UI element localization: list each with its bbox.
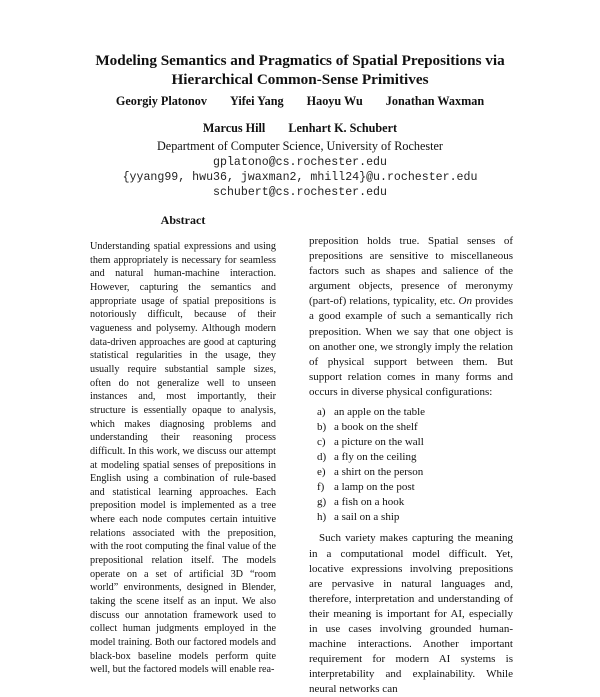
author-name: Georgiy Platonov [115, 94, 207, 108]
list-item [317, 480, 513, 495]
list-marker: f) [317, 481, 325, 494]
author-email: gplatono@cs.rochester.edu [213, 156, 387, 169]
list-marker: h) [317, 511, 327, 524]
list-marker: g) [317, 496, 327, 509]
author-name: Lenhart K. Schubert [288, 121, 398, 135]
list-item [317, 465, 513, 480]
abstract-text: Understanding spatial expressions and using them appropriately is necessary for seamless and natural human-machine interaction. However, capturing the semantics and appropriate usage of spatial prepositions is notoriously difficult, because of their vagueness and polysemy. Although modern data-driven approaches are good at capturing statistical regularities in the usage, they usually require substantial sample sizes, often do not generalize well to unseen instances and, most importantly, their structure is essentially opaque to analysis, which makes diagnosing problems and understanding their reasoning process difficult. In this work, we discuss our attempt at modeling spatial senses of prepositions in English using a combination of rule-based and statistical learning approaches. Each preposition model is implemented as a tree where each node computes certain intuitive relations associated with the preposition, with the root computing the final value of the prepositional relation itself. The models operate on a set of artificial 3D “room world” environments, designed in Blender, taking the scene itself as an input. We also discuss our annotation framework used to collect human judgments employed in the model training. Both our factored models and black-box baseline models perform quite well, but the factored models will enable rea- [90, 241, 276, 676]
list-item-text: an apple on the table [334, 406, 426, 419]
author-list-primary [40, 94, 560, 109]
body-paragraph [309, 234, 513, 400]
author-name: Jonathan Waxman [385, 94, 485, 108]
list-item [317, 450, 513, 465]
list-marker: b) [317, 421, 327, 434]
list-item [317, 510, 513, 525]
list-item-text: a lamp on the post [334, 481, 415, 494]
list-item [317, 495, 513, 510]
list-marker: d) [317, 451, 327, 464]
body-column [309, 234, 513, 697]
abstract-heading: Abstract [160, 213, 206, 227]
list-item [317, 420, 513, 435]
list-marker: e) [317, 466, 326, 479]
list-item-text: a picture on the wall [334, 436, 424, 449]
author-list-secondary [40, 121, 560, 136]
list-marker: c) [317, 436, 326, 449]
emphasis-term: On [458, 295, 472, 308]
paper-title: Modeling Semantics and Pragmatics of Spatial Prepositions via Hierarchical Common-Sense Primitives [95, 52, 505, 88]
body-text: provides a good example of such a semantically rich preposition. When we say that one object is on another one, we strongly imply the relation of physical support between them. But support relation comes in many forms and occurs in diverse physical configurations: [309, 295, 513, 398]
list-marker: a) [317, 406, 326, 419]
author-email: schubert@cs.rochester.edu [213, 186, 387, 199]
list-item-text: a shirt on the person [334, 466, 424, 479]
configuration-list [317, 405, 513, 525]
author-email: {yyang99, hwu36, jwaxman2, mhill24}@u.rochester.edu [122, 171, 478, 184]
author-name: Haoyu Wu [306, 94, 363, 108]
list-item-text: a book on the shelf [334, 421, 418, 434]
affiliation: Department of Computer Science, University of Rochester [157, 139, 443, 153]
body-text: preposition holds true. Spatial senses of prepositions are sensitive to miscellaneous factors such as shapes and salience of the argument objects, presence of meronymy (part-of) relations, typicality, etc. [309, 235, 513, 308]
list-item [317, 435, 513, 450]
list-item [317, 405, 513, 420]
list-item-text: a fly on the ceiling [334, 451, 417, 464]
author-name: Yifei Yang [229, 94, 284, 108]
list-item-text: a fish on a hook [334, 496, 405, 509]
list-item-text: a sail on a ship [334, 511, 400, 524]
author-name: Marcus Hill [202, 121, 266, 135]
body-paragraph: Such variety makes capturing the meaning in a computational model difficult. Yet, locative expressions involving prepositions are pervasive in natural languages and, therefore, interpretation and understanding of their meaning is important for AI, especially in use cases involving grounded human-machine interactions. Another important requirement for modern AI systems is interpretability and explainability. While neural networks can [309, 532, 513, 696]
